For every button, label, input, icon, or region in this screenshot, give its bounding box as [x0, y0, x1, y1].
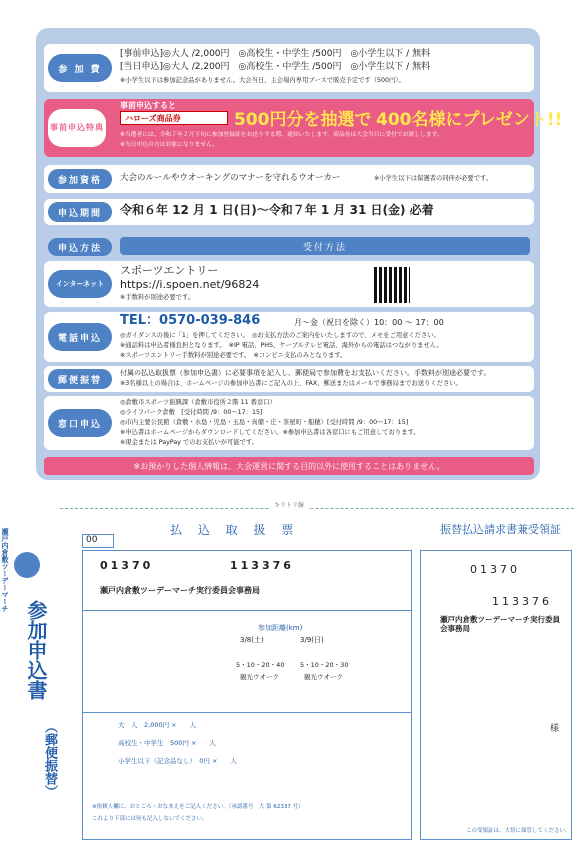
receipt-slip — [420, 550, 572, 840]
fee-line2: [当日申込]◎大人 /2,200円 ◎高校生・中学生 /500円 ◎小学生以下 / 無料 — [120, 62, 431, 72]
bonus-note2: ※当日申込の方は対象になりません。 — [120, 142, 218, 148]
gift-card-logo: ハローズ商品券 — [120, 111, 228, 125]
phone-row — [44, 312, 534, 362]
receipt-title: 振替払込請求書兼受領証 — [440, 523, 561, 536]
account-number-1[interactable]: 01370 — [100, 559, 154, 572]
bonus-amount: 500円分を抽選で — [234, 110, 372, 130]
bonus-lead: 事前申込すると — [120, 101, 176, 110]
method-label: 申込方法 — [48, 238, 112, 256]
period-row — [44, 199, 534, 225]
postal-text1: 付属の払込取扱票（参加申込書）に必要事項を記入し、郵便局で参加費をお支払いください。手数料が別途必要です。 — [120, 369, 491, 377]
qr-code-icon[interactable] — [374, 267, 410, 303]
fee-line1: [事前申込]◎大人 /2,000円 ◎高校生・中学生 /500円 ◎小学生以下 / 無料 — [120, 49, 431, 59]
privacy-banner: ※お預かりした個人情報は、大会運営に関する目的以外に使用することはありません。 — [44, 457, 534, 475]
postal-row — [44, 366, 534, 392]
account-number-2[interactable]: 113376 — [230, 559, 294, 572]
window-line2: ◎ライフパーク倉敷 [受付時間 /9：00～17：15] — [120, 409, 263, 416]
postal-text2: ※3名様以上の場合は、ホームページの参加申込書にご記入の上、FAX、郵送またはメールで事務局までお送りください。 — [120, 380, 462, 387]
receipt-note: この受領証は、大切に保管してください。 — [466, 828, 571, 834]
window-line1: ◎倉敷市スポーツ振興課（倉敷市役所２階 11 番窓口） — [120, 399, 276, 406]
receipt-account-2: 113376 — [492, 595, 552, 608]
window-row — [44, 396, 534, 450]
qualification-text: 大会のルールやウオーキングのマナーを守れるウオーカー — [120, 173, 341, 183]
qualification-label: 参加資格 — [48, 169, 112, 189]
fee-row-child[interactable]: 小学生以下（記念品なし） 0円 × 人 — [118, 757, 237, 765]
course-day1[interactable]: 5・10・20・40 — [236, 661, 285, 669]
form-note: ※依頼人欄に、おところ・おなまえをご記入ください。（承認番号 大 第 62337 号） — [92, 804, 304, 810]
phone-hours: 月～金（祝日を除く）10：00 ～ 17：00 — [294, 318, 444, 327]
internet-url[interactable]: https://i.spoen.net/96824 — [120, 278, 260, 291]
internet-label: インターネット — [48, 270, 112, 298]
bonus-winners: 400名様にプレゼント!! — [376, 110, 563, 130]
form-note2: これより下部には何も記入しないでください。 — [92, 816, 208, 822]
qualification-note: ※小学生以下は保護者の同伴が必要です。 — [374, 175, 493, 182]
divider — [82, 712, 412, 713]
method-head: 受付方法 — [120, 237, 530, 255]
phone-note1: ◎ガイダンスの後に「1」を押してください。 ◎お支払方法のご案内をいたしますので、メモをご用意ください。 — [120, 332, 440, 339]
cut-label: キリトリ線 — [270, 503, 308, 510]
phone-note2: ※通話料は申込者様負担となります。 ※IP 電話、PHS、ケーブルテレビ電話、海外からの電話はつながりません。 — [120, 342, 443, 349]
bonus-note1: ※当選者には、令和７年２月下旬に参加登録証をお送りする際、通知いたします。商品券は大会当日に受付でお渡しします。 — [120, 132, 443, 138]
day2: 3/9(日) — [300, 636, 324, 644]
form-side-subtitle: （郵便振替） — [42, 720, 57, 798]
receipt-payee: 瀬戸内倉敷ツーデーマーチ実行委員会事務局 — [440, 615, 560, 633]
payee-name: 瀬戸内倉敷ツーデーマーチ実行委員会事務局 — [100, 586, 260, 595]
fee-label: 参 加 費 — [48, 54, 112, 82]
method-header — [44, 237, 534, 257]
divider — [82, 610, 412, 611]
qualification-row — [44, 165, 534, 193]
course-day2[interactable]: 5・10・20・30 — [300, 661, 349, 669]
walker-logo-icon — [14, 552, 40, 578]
form-side-title: 参加申込書 — [24, 600, 48, 700]
receipt-sama: 様 — [550, 724, 560, 734]
bonus-label: 事前申込特典 — [48, 109, 106, 147]
postal-label: 郵便振替 — [48, 369, 112, 389]
fee-row-student[interactable]: 高校生・中学生 500円 × 人 — [118, 739, 216, 747]
event-logo-text: 瀬戸内倉敷ツーデーマーチ — [1, 528, 9, 612]
course-walk2[interactable]: 観光ウオーク — [304, 673, 343, 681]
receipt-account-1: 01370 — [470, 563, 520, 576]
internet-note: ※手数料が別途必要です。 — [120, 294, 195, 301]
fee-row-adult[interactable]: 大 人 2,000円 × 人 — [118, 721, 197, 729]
window-line4: ※申込書はホームページからダウンロードしてください。※参加申込書は各窓口にもご用意しております。 — [120, 429, 420, 436]
period-label: 申込期間 — [48, 202, 112, 222]
internet-name: スポーツエントリー — [120, 264, 219, 277]
phone-number[interactable]: TEL：0570-039-846 — [120, 313, 261, 328]
window-label: 窓口申込 — [48, 409, 112, 437]
course-head: 参加距離(km) — [258, 624, 303, 632]
fee-note: ※小学生以下は参加記念品がありません。大会当日、主会場内専用ブースで販売予定です（500円）。 — [120, 77, 405, 84]
period-text: 令和６年 12 月 1 日(日)～令和７年 1 月 31 日(金) 必着 — [120, 203, 434, 217]
form-title: 払 込 取 扱 票 — [170, 523, 300, 537]
course-walk1[interactable]: 観光ウオーク — [240, 673, 279, 681]
window-line5: ※現金または PayPay でのお支払いが可能です。 — [120, 439, 259, 446]
internet-row — [44, 261, 534, 307]
cut-line — [60, 508, 574, 509]
form-code: 00 — [82, 534, 114, 548]
bonus-row — [44, 99, 563, 157]
phone-label: 電話申込 — [48, 323, 112, 351]
day1: 3/8(土) — [240, 636, 264, 644]
fee-row — [44, 44, 534, 92]
window-line3: ◎市内主要公民館（倉敷・水島・児島・玉島・真備・庄・茶屋町・船穂）[受付時間 /9：00～17：15] — [120, 419, 409, 426]
phone-note3: ※スポーツエントリー手数料が別途必要です。 ※コンビニ支払のみとなります。 — [120, 352, 347, 359]
